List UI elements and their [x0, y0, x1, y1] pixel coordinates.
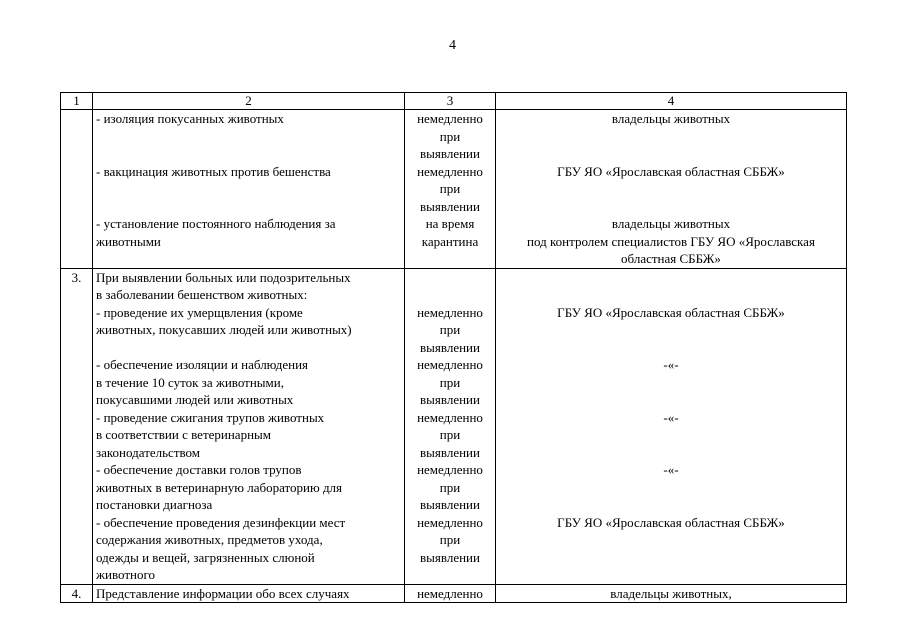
header-col-2: 2 — [93, 93, 405, 110]
term-cell — [405, 268, 496, 584]
executor-line: -«- — [663, 462, 679, 477]
header-col-3: 3 — [405, 93, 496, 110]
term-line: выявлении — [420, 497, 480, 512]
spacer-line — [499, 269, 843, 287]
executor-line: ГБУ ЯО «Ярославская областная СББЖ» — [557, 304, 785, 320]
executor-line: ГБУ ЯО «Ярославская областная СББЖ» — [557, 514, 785, 530]
spacer-line — [408, 286, 492, 304]
term-line: карантина — [421, 233, 479, 249]
measure-line: - обеспечение доставки голов трупов — [96, 462, 302, 477]
measure-line: - изоляция покусанных животных — [96, 111, 284, 126]
term-line: выявлении — [420, 146, 480, 161]
measure-line: животными — [96, 233, 161, 249]
executor-cell — [496, 110, 847, 269]
term-line: при — [439, 479, 461, 495]
term-line: выявлении — [420, 339, 480, 355]
measure-line: постановки диагноза — [96, 497, 213, 512]
measure-line: животных, покусавших людей или животных) — [96, 322, 352, 337]
measures-cell — [93, 268, 405, 584]
measures-cell: Представление информации обо всех случаях — [93, 584, 405, 603]
measure-line: - вакцинация животных против бешенства — [96, 163, 331, 179]
row-number: 4. — [61, 584, 93, 603]
executor-cell: владельцы животных, — [496, 584, 847, 603]
table-header-row — [61, 93, 847, 110]
term-line: немедленно — [417, 111, 483, 126]
table-row — [61, 110, 847, 269]
executor-line: -«- — [663, 357, 679, 372]
term-cell: немедленно — [405, 584, 496, 603]
term-line: при — [439, 128, 461, 144]
measure-line: одежды и вещей, загрязненных слюной — [96, 549, 315, 565]
measure-line — [96, 128, 401, 146]
measures-cell — [93, 110, 405, 269]
measure-line: - проведение сжигания трупов животных — [96, 409, 325, 425]
spacer-line — [499, 479, 843, 497]
spacer-line — [499, 426, 843, 444]
intro-line: в заболевании бешенством животных: — [96, 287, 308, 302]
executor-line: -«- — [663, 409, 679, 425]
executor-line: под контролем специалистов ГБУ ЯО «Ярославская — [527, 233, 815, 249]
term-line: на время — [425, 216, 475, 231]
measure-line: - проведение их умерщвления (кроме — [96, 304, 303, 320]
term-line: выявлении — [420, 549, 480, 565]
executor-line — [499, 145, 843, 163]
executor-line — [499, 180, 843, 198]
term-line: немедленно — [417, 409, 483, 425]
executor-line: владельцы животных — [611, 111, 731, 126]
measure-line — [96, 339, 401, 357]
term-line: при — [439, 427, 461, 442]
term-line: при — [439, 322, 461, 337]
row-number — [61, 110, 93, 269]
term-line: при — [439, 181, 461, 196]
spacer-line — [408, 269, 492, 287]
row-number: 3. — [61, 268, 93, 584]
term-line: немедленно — [417, 304, 483, 320]
term-line: немедленно — [417, 163, 483, 179]
executor-line: областная СББЖ» — [621, 251, 721, 266]
executor-line — [499, 128, 843, 146]
measure-line: - обеспечение проведения дезинфекции мест — [96, 514, 346, 530]
spacer-line — [499, 339, 843, 357]
measure-line: животного — [96, 567, 155, 582]
measure-line: в соответствии с ветеринарным — [96, 427, 271, 442]
measure-line: животных в ветеринарную лабораторию для — [96, 479, 343, 495]
measure-line: законодательством — [96, 444, 201, 460]
spacer-line — [499, 391, 843, 409]
header-col-4: 4 — [496, 93, 847, 110]
measure-line — [96, 180, 401, 198]
executor-line: ГБУ ЯО «Ярославская областная СББЖ» — [557, 163, 785, 179]
term-line: немедленно — [417, 357, 483, 372]
table-row — [61, 268, 847, 584]
term-line: выявлении — [420, 198, 480, 214]
spacer-line — [499, 321, 843, 339]
table-row — [61, 584, 847, 603]
measure-line: покусавшими людей или животных — [96, 392, 294, 407]
measure-line — [96, 145, 401, 163]
executor-line: владельцы животных — [611, 216, 731, 231]
measure-line: - обеспечение изоляции и наблюдения — [96, 357, 309, 372]
term-line: немедленно — [417, 514, 483, 530]
page-number: 4 — [449, 38, 456, 53]
measure-line: - установление постоянного наблюдения за — [96, 216, 336, 231]
measures-table — [60, 92, 847, 603]
intro-line: При выявлении больных или подозрительных — [96, 269, 351, 285]
executor-line — [499, 198, 843, 216]
measure-line — [96, 198, 401, 216]
term-line: немедленно — [417, 462, 483, 477]
term-line: при — [439, 374, 461, 390]
term-line: выявлении — [420, 444, 480, 460]
measure-line: содержания животных, предметов ухода, — [96, 532, 323, 547]
header-col-1: 1 — [61, 93, 93, 110]
executor-cell — [496, 268, 847, 584]
spacer-line — [499, 496, 843, 514]
measure-line: в течение 10 суток за животными, — [96, 374, 284, 390]
term-cell — [405, 110, 496, 269]
term-line: выявлении — [420, 392, 480, 407]
spacer-line — [499, 374, 843, 392]
spacer-line — [499, 286, 843, 304]
term-line: при — [439, 532, 461, 547]
spacer-line — [499, 444, 843, 462]
